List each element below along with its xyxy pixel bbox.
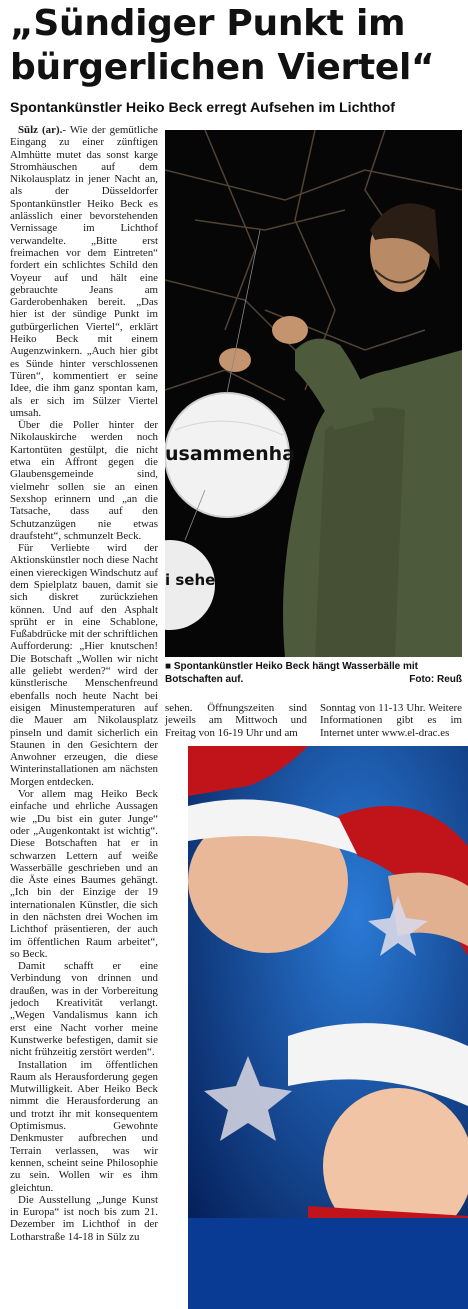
headline <box>10 2 466 90</box>
photo-illustration <box>165 130 462 657</box>
ad-background <box>188 746 468 1309</box>
article-photo <box>165 130 462 657</box>
paragraph-5: Damit schafft er eine Verbindung von drinnen und draußen, was in der Vorbereitung jedoch Kreativität verlangt. „Wegen Vandalismus kann ich erst eine Nacht vorher meine Kunstwerke befestigen, damit sie nicht frühzeitig zerstört werden“. <box>10 960 158 1059</box>
column-2-text: sehen. Öffnungszeiten sind jeweils am Mittwoch und Freitag von 16-19 Uhr und am <box>165 702 307 739</box>
paragraph-7: Die Ausstellung „Junge Kunst in Europa“ ist noch bis zum 21. Dezember im Lichthof in der Lotharstraße 14-18 in Sülz zu <box>10 1193 158 1243</box>
photo-caption <box>165 660 462 686</box>
ball-1-text: usammenha <box>165 443 296 465</box>
headline-line-2: bürgerlichen Viertel“ <box>10 47 435 88</box>
paragraph-4: Vor allem mag Heiko Beck einfache und ehrliche Aussagen wie „Du bist ein guter Junge“ oder „Augenkontakt ist wichtig“. Diese Botschaften hat er in schwarzen Lettern auf weiße Wasserbälle geschrieben und an die Äste eines Baumes gehängt. „Ich bin der Einzige der 19 internationalen Künstler, die sich in den nächsten drei Wochen im Lichthof präsentieren, der auch im öffentlichen Raum arbeitet“, so Beck. <box>10 788 158 960</box>
caption-text: Spontankünstler Heiko Beck hängt Wasserbälle mit Botschaften auf. <box>165 661 418 685</box>
subheadline: Spontankünstler Heiko Beck erregt Aufsehen im Lichthof <box>10 100 395 116</box>
paragraph-3: Für Verliebte wird der Aktionskünstler noch diese Nacht einen viereckigen Windschutz auf dem Spielplatz bauen, damit sie sich diskret zurückziehen können. Und auf den Asphalt sprüht er in eine Schablone, Fußabdrücke mit der schriftlichen Aufforderung: „Hier knutschen! Die Botschaft „Wollen wir nicht alle geliebt werden?“ wird der künstlerische Menschenfreund ebenfalls noch heute Nacht bei eisigen Minustemperaturen auf die Mauer am Nikolausplatz pinseln und damit sicherlich ein Staunen in den Gesichtern der Anwohner erzeugen, die diese Winterinstallationen am nächsten Morgen entdecken. <box>10 542 158 788</box>
dateline: Sülz (ar). <box>18 124 63 136</box>
paragraph-1: Sülz (ar).- Wie der gemütliche Eingang zu einer zünftigen Almhütte mutet das sonst karge Stromhäuschen auf dem Nikolausplatz in jener Nacht an, als der Düsseldorfer Spontankünstler Heiko Beck es anlässlich einer bevorstehenden Vernissage im Lichthof verwandelte. „Bitte erst freimachen vor dem Eintreten“ fordert ein schlichtes Schild den Voyeur auf und hält eine gebrauchte Jeans am Garderobenhaken bereit. „Das hier ist der sündige Punkt im gutbürgerlichen Viertel“, erklärt Heiko Beck mit einem Augenzwinkern. „Auch hier gibt es Sünde hinter verschlossenen Türen“, kommentiert er seine Idee, die ihm ganz spontan kam, als er sich im Sülzer Viertel umsah. <box>10 124 159 419</box>
article-column-1 <box>10 124 158 1243</box>
caption-square-icon: ■ <box>165 661 174 672</box>
headline-line-1: „Sündiger Punkt im <box>10 3 406 44</box>
advertisement[interactable] <box>188 746 468 1309</box>
column-3-text: Sonntag von 11-13 Uhr. Weitere Informationen gibt es im Internet unter www.el-drac.es <box>320 702 462 739</box>
article-column-2 <box>165 702 307 739</box>
article-column-3 <box>320 702 462 739</box>
ball-2-text: i sehe <box>165 571 216 589</box>
paragraph-6: Installation im öffentlichen Raum als Herausforderung gegen Mutwilligkeit. Aber Heiko Beck nimmt die Herausforderung an und trotzt ihr mit konsequentem Optimismus. Gewohnte Denkmuster aufbrechen und Terrain verlassen, was wir kennen, scheint seine Philosophie zu sein. Wollen wir es ihm gleichtun. <box>10 1058 158 1194</box>
paragraph-2: Über die Poller hinter der Nikolauskirche werden noch Kartontüten gestülpt, die nicht etwa ein Affront gegen die Glaubensgemeinde sind, vielmehr sollen sie an einen Sexshop erinnern und „an die Tatsache, dass auf den Schutzanzügen nie etwas draufsteht“, schmunzelt Beck. <box>10 419 158 542</box>
photo-credit: Foto: Reuß <box>409 674 462 685</box>
